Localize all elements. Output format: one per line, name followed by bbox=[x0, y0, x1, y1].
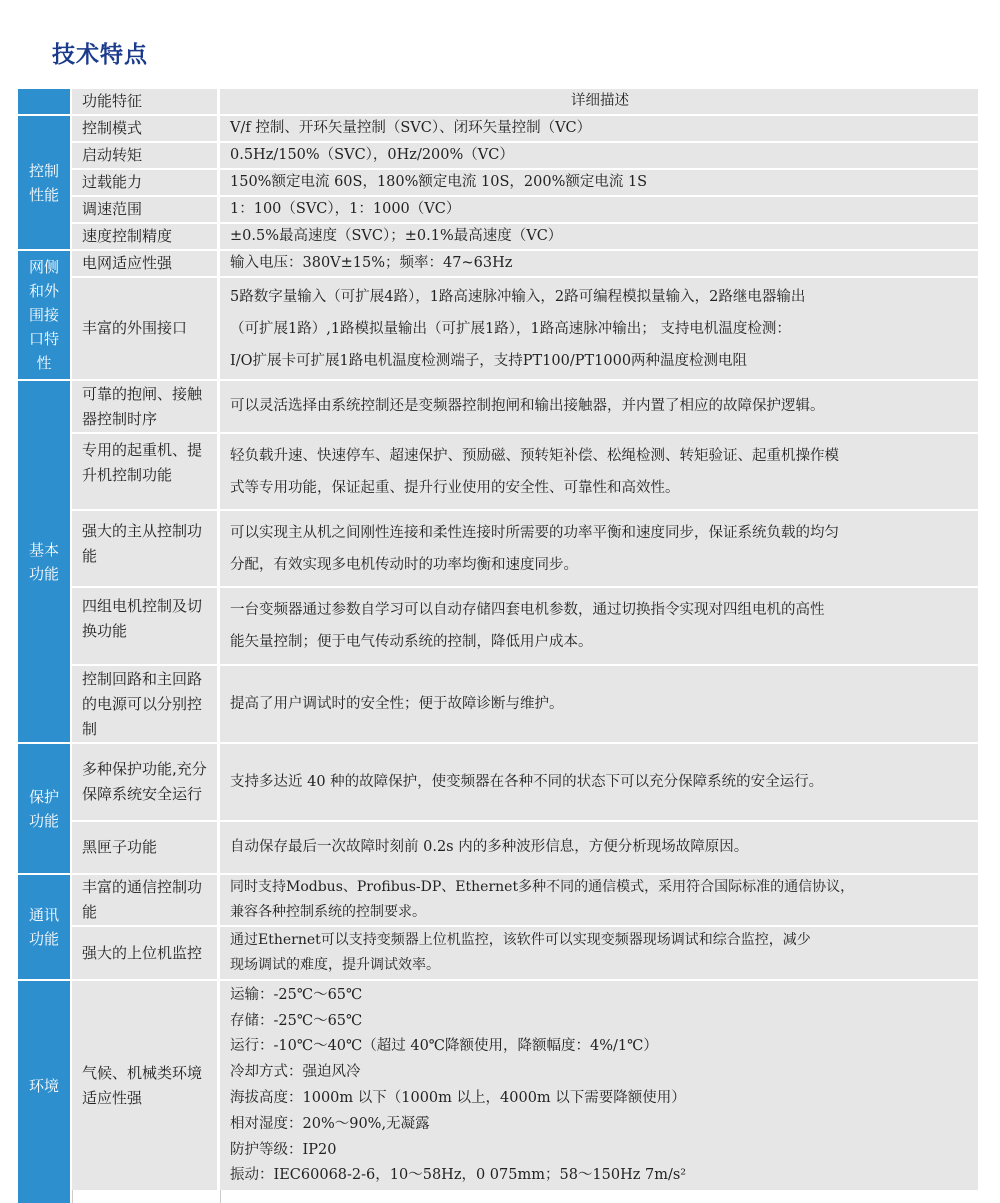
spec-table bbox=[18, 89, 978, 1193]
description-cell bbox=[220, 981, 978, 1193]
description-cell: 提高了用户调试时的安全性；便于故障诊断与维护。 bbox=[220, 666, 978, 744]
description-cell bbox=[220, 875, 978, 927]
table-row bbox=[18, 666, 978, 744]
description-cell bbox=[220, 588, 978, 666]
description-line: 现场调试的难度，提升调试效率。 bbox=[230, 957, 440, 973]
category-comm: 通讯功能 bbox=[18, 875, 70, 981]
description-line: 能矢量控制；便于电气传动系统的控制，降低用户成本。 bbox=[230, 634, 593, 650]
table-header-row bbox=[18, 89, 978, 116]
category-control: 控制性能 bbox=[18, 116, 70, 251]
description-cell: V/f 控制、开环矢量控制（SVC）、闭环矢量控制（VC） bbox=[220, 116, 978, 143]
table-row bbox=[18, 197, 978, 224]
description-cell: 自动保存最后一次故障时刻前 0.2s 内的多种波形信息，方便分析现场故障原因。 bbox=[220, 822, 978, 875]
table-row bbox=[18, 278, 978, 381]
description-cell: 1：100（SVC），1：1000（VC） bbox=[220, 197, 978, 224]
table-row bbox=[18, 251, 978, 278]
description-line: 防护等级：IP20 bbox=[230, 1141, 337, 1158]
description-line: 轻负载升速、快速停车、超速保护、预励磁、预转矩补偿、松绳检测、转矩验证、起重机操作模 bbox=[230, 447, 839, 464]
table-row bbox=[18, 927, 978, 981]
description-line: （可扩展1路）,1路模拟量输出（可扩展1路），1路高速脉冲输出； 支持电机温度检测： bbox=[230, 320, 791, 337]
table-bottom-edge bbox=[18, 1190, 978, 1203]
description-line: 运行：-10℃～40℃（超过 40℃降额使用，降额幅度：4%/1℃） bbox=[230, 1038, 658, 1055]
feature-cell: 气候、机械类环境适应性强 bbox=[70, 981, 220, 1193]
description-line: 冷却方式：强迫风冷 bbox=[230, 1064, 361, 1081]
feature-cell: 过载能力 bbox=[70, 170, 220, 197]
description-line: 通过Ethernet可以支持变频器上位机监控，该软件可以实现变频器现场调试和综合监控，减少 bbox=[230, 932, 811, 948]
table-row bbox=[18, 434, 978, 511]
table-row bbox=[18, 511, 978, 588]
feature-cell: 启动转矩 bbox=[70, 143, 220, 170]
description-line: I/O扩展卡可扩展1路电机温度检测端子，支持PT100/PT1000两种温度检测电阻 bbox=[230, 352, 748, 369]
description-line: 运输：-25℃～65℃ bbox=[230, 986, 363, 1003]
feature-cell: 多种保护功能,充分保障系统安全运行 bbox=[70, 744, 220, 822]
table-row bbox=[18, 224, 978, 251]
bottom-feature-strip bbox=[72, 1190, 218, 1203]
table-row bbox=[18, 981, 978, 1193]
category-grid: 网侧和外围接口特性 bbox=[18, 251, 70, 381]
description-line: 可以实现主从机之间刚性连接和柔性连接时所需要的功率平衡和速度同步，保证系统负载的均匀 bbox=[230, 524, 839, 541]
table-row bbox=[18, 116, 978, 143]
feature-cell: 丰富的外围接口 bbox=[70, 278, 220, 381]
description-line: 相对湿度：20%～90%,无凝露 bbox=[230, 1115, 430, 1132]
description-line: 分配，有效实现多电机传动时的功率均衡和速度同步。 bbox=[230, 556, 578, 573]
feature-cell: 可靠的抱闸、接触器控制时序 bbox=[70, 381, 220, 434]
description-cell: 可以灵活选择由系统控制还是变频器控制抱闸和输出接触器，并内置了相应的故障保护逻辑。 bbox=[220, 381, 978, 434]
description-line: 同时支持Modbus、Profibus-DP、Ethernet多种不同的通信模式，采用符合国际标准的通信协议， bbox=[230, 879, 855, 895]
table-row bbox=[18, 143, 978, 170]
description-cell: 支持多达近 40 种的故障保护，使变频器在各种不同的状态下可以充分保障系统的安全运行。 bbox=[220, 744, 978, 822]
description-line: 5路数字量输入（可扩展4路），1路高速脉冲输入，2路可编程模拟量输入，2路继电器输出 bbox=[230, 288, 806, 305]
feature-cell: 电网适应性强 bbox=[70, 251, 220, 278]
feature-cell: 速度控制精度 bbox=[70, 224, 220, 251]
description-cell: ±0.5%最高速度（SVC）；±0.1%最高速度（VC） bbox=[220, 224, 978, 251]
table-row bbox=[18, 744, 978, 822]
feature-cell: 调速范围 bbox=[70, 197, 220, 224]
bottom-category-strip bbox=[18, 1190, 70, 1203]
table-row bbox=[18, 588, 978, 666]
feature-cell: 黑匣子功能 bbox=[70, 822, 220, 875]
feature-cell: 专用的起重机、提升机控制功能 bbox=[70, 434, 220, 511]
feature-cell: 强大的主从控制功能 bbox=[70, 511, 220, 588]
table-row bbox=[18, 822, 978, 875]
description-line: 一台变频器通过参数自学习可以自动存储四套电机参数，通过切换指令实现对四组电机的高性 bbox=[230, 602, 825, 618]
table-row bbox=[18, 381, 978, 434]
description-line: 振动：IEC60068-2-6，10～58Hz，0 075mm；58～150Hz 7m/s² bbox=[230, 1167, 687, 1184]
description-cell: 0.5Hz/150%（SVC），0Hz/200%（VC） bbox=[220, 143, 978, 170]
header-description: 详细描述 bbox=[220, 89, 978, 116]
description-cell bbox=[220, 278, 978, 381]
category-protect: 保护功能 bbox=[18, 744, 70, 875]
header-category-cell bbox=[18, 89, 70, 116]
feature-cell: 丰富的通信控制功能 bbox=[70, 875, 220, 927]
feature-cell: 强大的上位机监控 bbox=[70, 927, 220, 981]
feature-cell: 四组电机控制及切换功能 bbox=[70, 588, 220, 666]
description-cell: 输入电压：380V±15%；频率：47~63Hz bbox=[220, 251, 978, 278]
table-row bbox=[18, 170, 978, 197]
description-cell bbox=[220, 927, 978, 981]
description-line: 式等专用功能，保证起重、提升行业使用的安全性、可靠性和高效性。 bbox=[230, 479, 680, 496]
page-title: 技术特点 bbox=[52, 42, 148, 68]
description-line: 兼容各种控制系统的控制要求。 bbox=[230, 904, 426, 920]
description-cell bbox=[220, 434, 978, 511]
category-basic: 基本功能 bbox=[18, 381, 70, 744]
description-line: 海拔高度：1000m 以下（1000m 以上，4000m 以下需要降额使用） bbox=[230, 1090, 686, 1106]
description-cell bbox=[220, 511, 978, 588]
feature-cell: 控制回路和主回路的电源可以分别控制 bbox=[70, 666, 220, 744]
feature-cell: 控制模式 bbox=[70, 116, 220, 143]
description-line: 存储：-25℃～65℃ bbox=[230, 1012, 363, 1029]
bottom-description-strip bbox=[220, 1190, 979, 1203]
category-env: 环境 bbox=[18, 981, 70, 1193]
description-cell: 150%额定电流 60S，180%额定电流 10S，200%额定电流 1S bbox=[220, 170, 978, 197]
header-feature: 功能特征 bbox=[70, 89, 220, 116]
table-row bbox=[18, 875, 978, 927]
